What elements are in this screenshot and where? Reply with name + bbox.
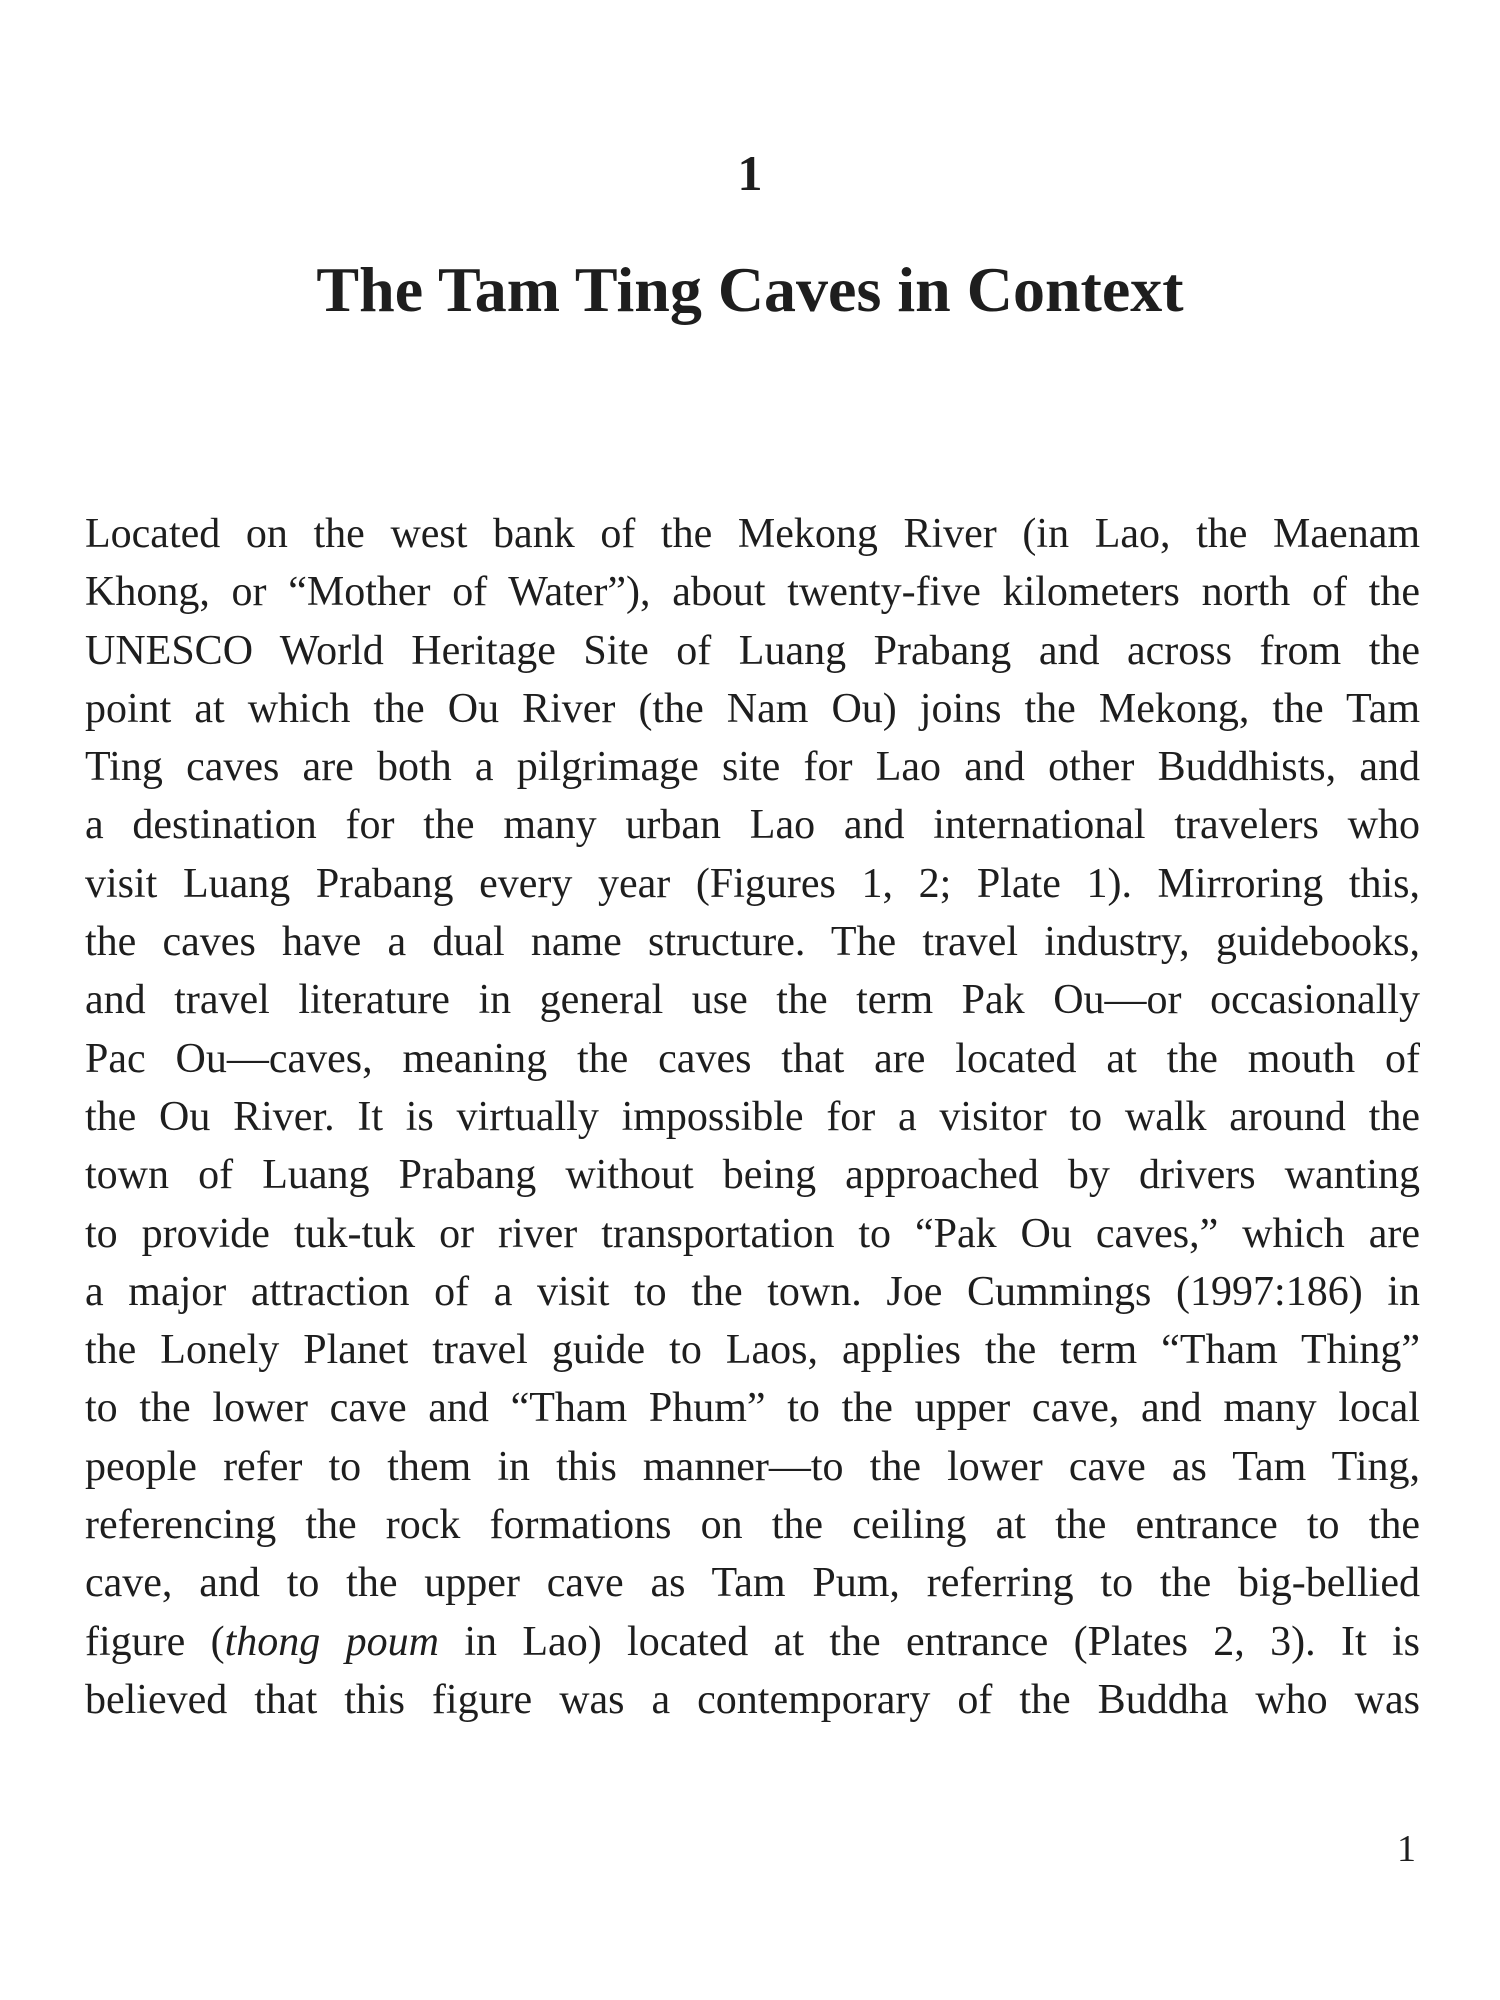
italic-term: thong poum	[224, 1618, 440, 1665]
text-line: UNESCO World Heritage Site of Luang Prabang and across from the	[85, 627, 1420, 674]
text-line: Located on the west bank of the Mekong River (in Lao, the Maenam	[85, 511, 1420, 557]
text-line: people refer to them in this manner—to the lower cave as Tam Ting,	[85, 1443, 1420, 1490]
text-line: to the lower cave and “Tham Phum” to the upper cave, and many local	[85, 1385, 1420, 1432]
chapter-title: The Tam Ting Caves in Context	[316, 254, 1184, 325]
text-line: cave, and to the upper cave as Tam Pum, referring to the big-bellied	[85, 1560, 1420, 1607]
text-segment: figure (	[85, 1618, 225, 1665]
text-line: point at which the Ou River (the Nam Ou) joins the Mekong, the Tam	[85, 685, 1420, 732]
text-line: to provide tuk-tuk or river transportation to “Pak Ou caves,” which are	[85, 1210, 1420, 1257]
text-line-with-italic	[85, 1613, 1420, 1671]
text-line: the caves have a dual name structure. The travel industry, guidebooks,	[85, 919, 1420, 966]
text-line: visit Luang Prabang every year (Figures 1, 2; Plate 1). Mirroring this,	[85, 860, 1420, 907]
text-line: and travel literature in general use the term Pak Ou—or occasionally	[85, 977, 1420, 1024]
text-line: Ting caves are both a pilgrimage site for Lao and other Buddhists, and	[85, 744, 1420, 791]
text-line: a major attraction of a visit to the town. Joe Cummings (1997:186) in	[85, 1268, 1420, 1315]
text-line: town of Luang Prabang without being approached by drivers wanting	[85, 1152, 1420, 1199]
body-paragraph	[85, 505, 1420, 1729]
text-line: the Ou River. It is virtually impossible for a visitor to walk around the	[85, 1093, 1420, 1140]
text-line: referencing the rock formations on the ceiling at the entrance to the	[85, 1502, 1420, 1549]
text-line: Khong, or “Mother of Water”), about twenty-five kilometers north of the	[85, 569, 1420, 616]
chapter-number: 1	[737, 145, 763, 201]
text-segment: in Lao) located at the entrance (Plates 2, 3). It is	[439, 1618, 1421, 1665]
text-line: the Lonely Planet travel guide to Laos, applies the term “Tham Thing”	[85, 1327, 1420, 1374]
text-line: believed that this figure was a contemporary of the Buddha who was	[85, 1676, 1420, 1723]
page-number: 1	[1397, 1828, 1416, 1870]
text-line: Pac Ou—caves, meaning the caves that are located at the mouth of	[85, 1035, 1420, 1082]
text-line: a destination for the many urban Lao and international travelers who	[85, 802, 1420, 849]
